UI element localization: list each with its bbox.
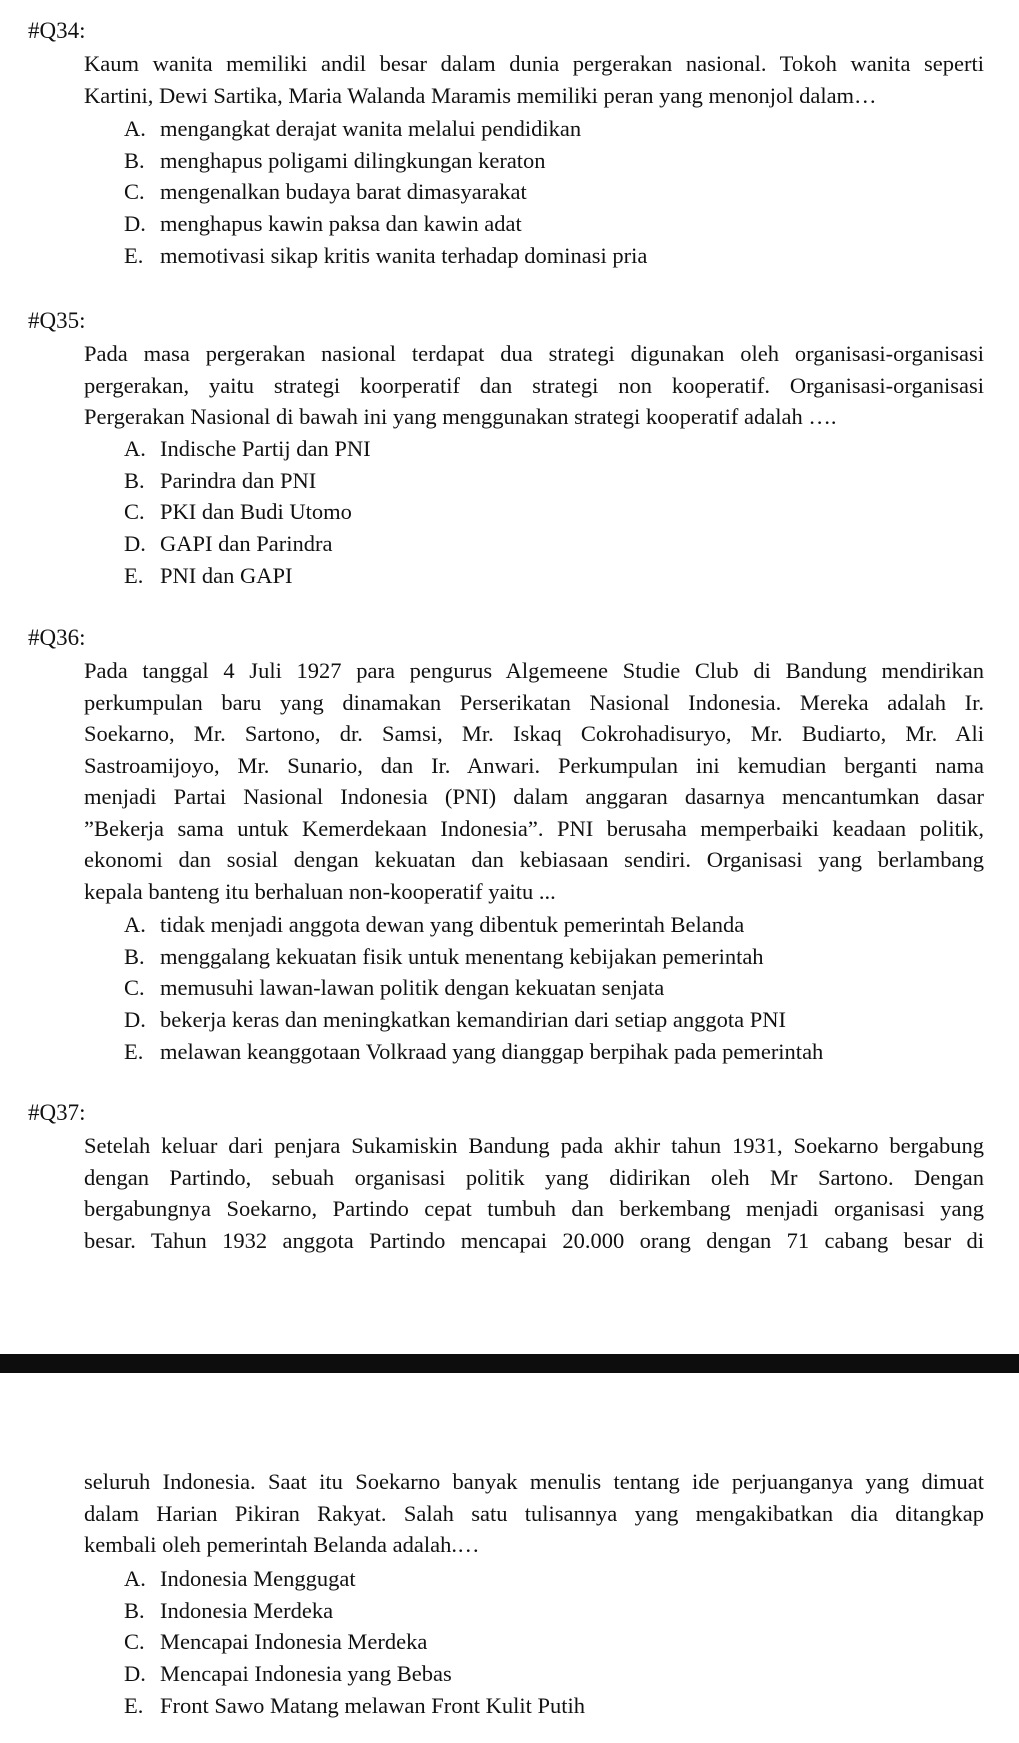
option-letter: B. <box>124 147 145 173</box>
option-text: Mencapai Indonesia yang Bebas <box>160 1661 452 1687</box>
option-letter: E. <box>124 1038 144 1064</box>
question-number: #Q35: <box>28 308 86 333</box>
option-letter: E. <box>124 562 144 588</box>
answer-options <box>124 113 984 271</box>
option-text: menghapus poligami dilingkungan keraton <box>160 147 546 173</box>
option-text: Indonesia Merdeka <box>160 1597 334 1623</box>
stem-line: pergerakan, yaitu strategi koorperatif dan strategi non kooperatif. Organisasi-organisasi <box>84 372 984 398</box>
option-c <box>124 496 984 528</box>
option-c <box>124 1626 984 1658</box>
stem-line: dengan Partindo, sebuah organisasi politik yang didirikan oleh Mr Sartono. Dengan <box>84 1164 984 1190</box>
option-c <box>124 176 984 208</box>
option-letter: A. <box>124 116 146 141</box>
option-letter: D. <box>124 531 146 557</box>
stem-line: kembali oleh pemerintah Belanda adalah.… <box>84 1532 480 1557</box>
option-letter: A. <box>124 436 146 461</box>
stem-line: Pergerakan Nasional di bawah ini yang menggunakan strategi kooperatif adalah …. <box>84 404 837 429</box>
option-d <box>124 1004 984 1036</box>
option-e <box>124 240 984 272</box>
stem-line: Pada tanggal 4 Juli 1927 para pengurus Algemeene Studie Club di Bandung mendirikan <box>84 658 984 683</box>
question-number: #Q36: <box>28 625 86 650</box>
answer-options <box>124 433 984 591</box>
option-text: memotivasi sikap kritis wanita terhadap dominasi pria <box>160 242 648 268</box>
option-text: Indische Partij dan PNI <box>160 436 371 461</box>
option-e <box>124 1690 984 1722</box>
option-text: menggalang kekuatan fisik untuk menentang kebijakan pemerintah <box>160 943 764 969</box>
option-letter: D. <box>124 1661 146 1687</box>
option-text: melawan keanggotaan Volkraad yang dianggap berpihak pada pemerintah <box>160 1038 824 1064</box>
stem-line: seluruh Indonesia. Saat itu Soekarno banyak menulis tentang ide perjuanganya yang dimuat <box>84 1469 984 1494</box>
option-text: Front Sawo Matang melawan Front Kulit Putih <box>160 1692 585 1718</box>
option-d <box>124 1658 984 1690</box>
option-e <box>124 1036 984 1068</box>
stem-line: Sastroamijoyo, Mr. Sunario, dan Ir. Anwari. Perkumpulan ini kemudian berganti nama <box>84 752 984 778</box>
answer-options <box>124 1563 984 1721</box>
answer-options <box>124 909 984 1067</box>
question-stem <box>84 338 984 433</box>
option-letter: A. <box>124 912 146 937</box>
stem-line: kepala banteng itu berhaluan non-kooperatif yaitu ... <box>84 878 556 904</box>
option-letter: C. <box>124 1629 145 1655</box>
option-a <box>124 113 984 145</box>
option-text: tidak menjadi anggota dewan yang dibentuk pemerintah Belanda <box>160 912 745 937</box>
stem-line: bergabungnya Soekarno, Partindo cepat tumbuh dan berkembang menjadi organisasi yang <box>84 1196 984 1221</box>
option-b <box>124 145 984 177</box>
option-a <box>124 909 984 941</box>
stem-line: ”Bekerja sama untuk Kemerdekaan Indonesia”. PNI berusaha memperbaiki keadaan politik, <box>84 815 984 841</box>
stem-line: Kaum wanita memiliki andil besar dalam dunia pergerakan nasional. Tokoh wanita seperti <box>84 51 984 76</box>
question-stem <box>84 1130 984 1256</box>
option-text: menghapus kawin paksa dan kawin adat <box>160 211 522 237</box>
option-letter: D. <box>124 1007 146 1033</box>
option-b <box>124 941 984 973</box>
option-a <box>124 433 984 465</box>
option-letter: B. <box>124 467 145 493</box>
option-text: PKI dan Budi Utomo <box>160 499 352 525</box>
option-text: Indonesia Menggugat <box>160 1566 356 1591</box>
option-d <box>124 208 984 240</box>
option-letter: D. <box>124 211 146 237</box>
option-letter: E. <box>124 242 144 268</box>
option-text: PNI dan GAPI <box>160 562 293 588</box>
question-number: #Q37: <box>28 1100 86 1125</box>
option-letter: E. <box>124 1692 144 1718</box>
option-letter: B. <box>124 943 145 969</box>
option-b <box>124 1595 984 1627</box>
option-letter: C. <box>124 499 145 525</box>
stem-line: ekonomi dan sosial dengan kekuatan dan kebiasaan sendiri. Organisasi yang berlambang <box>84 847 984 872</box>
stem-line: dalam Harian Pikiran Rakyat. Salah satu tulisannya yang mengakibatkan dia ditangkap <box>84 1500 984 1526</box>
stem-line: Setelah keluar dari penjara Sukamiskin Bandung pada akhir tahun 1931, Soekarno bergabung <box>84 1133 984 1158</box>
question-stem <box>84 655 984 907</box>
question-stem <box>84 48 984 111</box>
option-text: memusuhi lawan-lawan politik dengan kekuatan senjata <box>160 975 665 1001</box>
option-letter: C. <box>124 179 145 205</box>
stem-line: perkumpulan baru yang dinamakan Perserikatan Nasional Indonesia. Mereka adalah Ir. <box>84 689 984 715</box>
option-text: GAPI dan Parindra <box>160 531 333 557</box>
option-letter: C. <box>124 975 145 1001</box>
option-text: mengangkat derajat wanita melalui pendidikan <box>160 116 582 141</box>
option-e <box>124 560 984 592</box>
option-b <box>124 465 984 497</box>
question-stem-continuation <box>84 1466 984 1561</box>
option-text: Mencapai Indonesia Merdeka <box>160 1629 428 1655</box>
stem-line: Pada masa pergerakan nasional terdapat dua strategi digunakan oleh organisasi-organisasi <box>84 341 984 366</box>
option-a <box>124 1563 984 1595</box>
stem-line: besar. Tahun 1932 anggota Partindo mencapai 20.000 orang dengan 71 cabang besar di <box>84 1227 984 1253</box>
page-break-bar <box>0 1354 1019 1373</box>
option-letter: A. <box>124 1566 146 1591</box>
option-d <box>124 528 984 560</box>
option-letter: B. <box>124 1597 145 1623</box>
stem-line: menjadi Partai Nasional Indonesia (PNI) dalam anggaran dasarnya mencantumkan dasar <box>84 784 984 809</box>
stem-line: Soekarno, Mr. Sartono, dr. Samsi, Mr. Iskaq Cokrohadisuryo, Mr. Budiarto, Mr. Ali <box>84 721 984 746</box>
option-text: mengenalkan budaya barat dimasyarakat <box>160 179 527 205</box>
option-text: Parindra dan PNI <box>160 467 317 493</box>
option-text: bekerja keras dan meningkatkan kemandirian dari setiap anggota PNI <box>160 1007 787 1033</box>
question-number: #Q34: <box>28 18 86 43</box>
stem-line: Kartini, Dewi Sartika, Maria Walanda Maramis memiliki peran yang menonjol dalam… <box>84 82 877 108</box>
option-c <box>124 972 984 1004</box>
